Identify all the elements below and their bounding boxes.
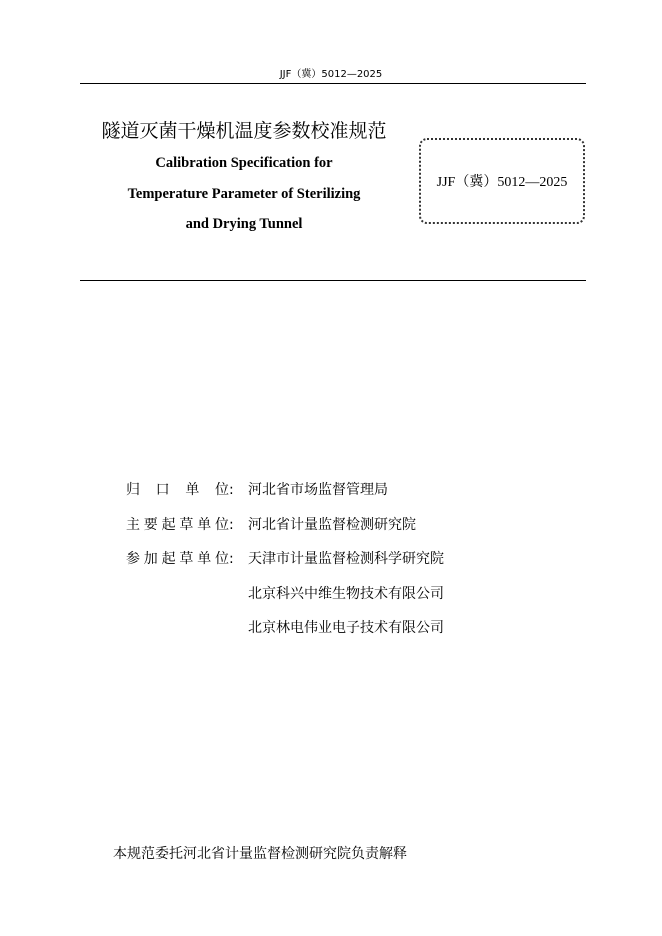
- unit-row-participating-cont: [126, 616, 546, 651]
- unit-label-main-drafter: 主要起草单位: [126, 516, 229, 533]
- interpretation-note: 本规范委托河北省计量监督检测研究院负责解释: [113, 846, 407, 862]
- title-rule: [80, 280, 586, 281]
- drafting-units: [126, 478, 546, 651]
- running-header: JJF（冀）5012—2025: [279, 69, 383, 80]
- header-rule: [80, 83, 586, 84]
- title-english-line-3: and Drying Tunnel: [185, 216, 303, 232]
- unit-value-responsible: 河北省市场监督管理局: [248, 482, 388, 498]
- unit-row-main-drafter: [126, 513, 546, 548]
- unit-value-main-drafter: 河北省计量监督检测研究院: [248, 516, 416, 533]
- unit-value-participating-1: 天津市计量监督检测科学研究院: [248, 551, 444, 567]
- unit-row-responsible: [126, 478, 546, 513]
- unit-value-participating-2: 北京科兴中维生物技术有限公司: [248, 585, 444, 602]
- unit-colon: :: [229, 551, 234, 567]
- specification-code-box: [419, 138, 585, 224]
- specification-code: JJF（冀）5012—2025: [436, 175, 568, 190]
- unit-row-participating-cont: [126, 582, 546, 617]
- title-english-line-2: Temperature Parameter of Sterilizing: [127, 185, 361, 202]
- unit-colon: :: [229, 482, 234, 498]
- unit-row-participating: [126, 547, 546, 582]
- unit-colon: :: [229, 516, 234, 533]
- unit-label-responsible: 归口单位: [126, 482, 229, 498]
- unit-label-participating: 参加起草单位: [126, 551, 229, 567]
- unit-value-participating-3: 北京林电伟业电子技术有限公司: [248, 620, 444, 636]
- title-english-line-1: Calibration Specification for: [155, 155, 333, 171]
- title-block: [78, 116, 410, 240]
- title-chinese: 隧道灭菌干燥机温度参数校准规范: [101, 120, 387, 142]
